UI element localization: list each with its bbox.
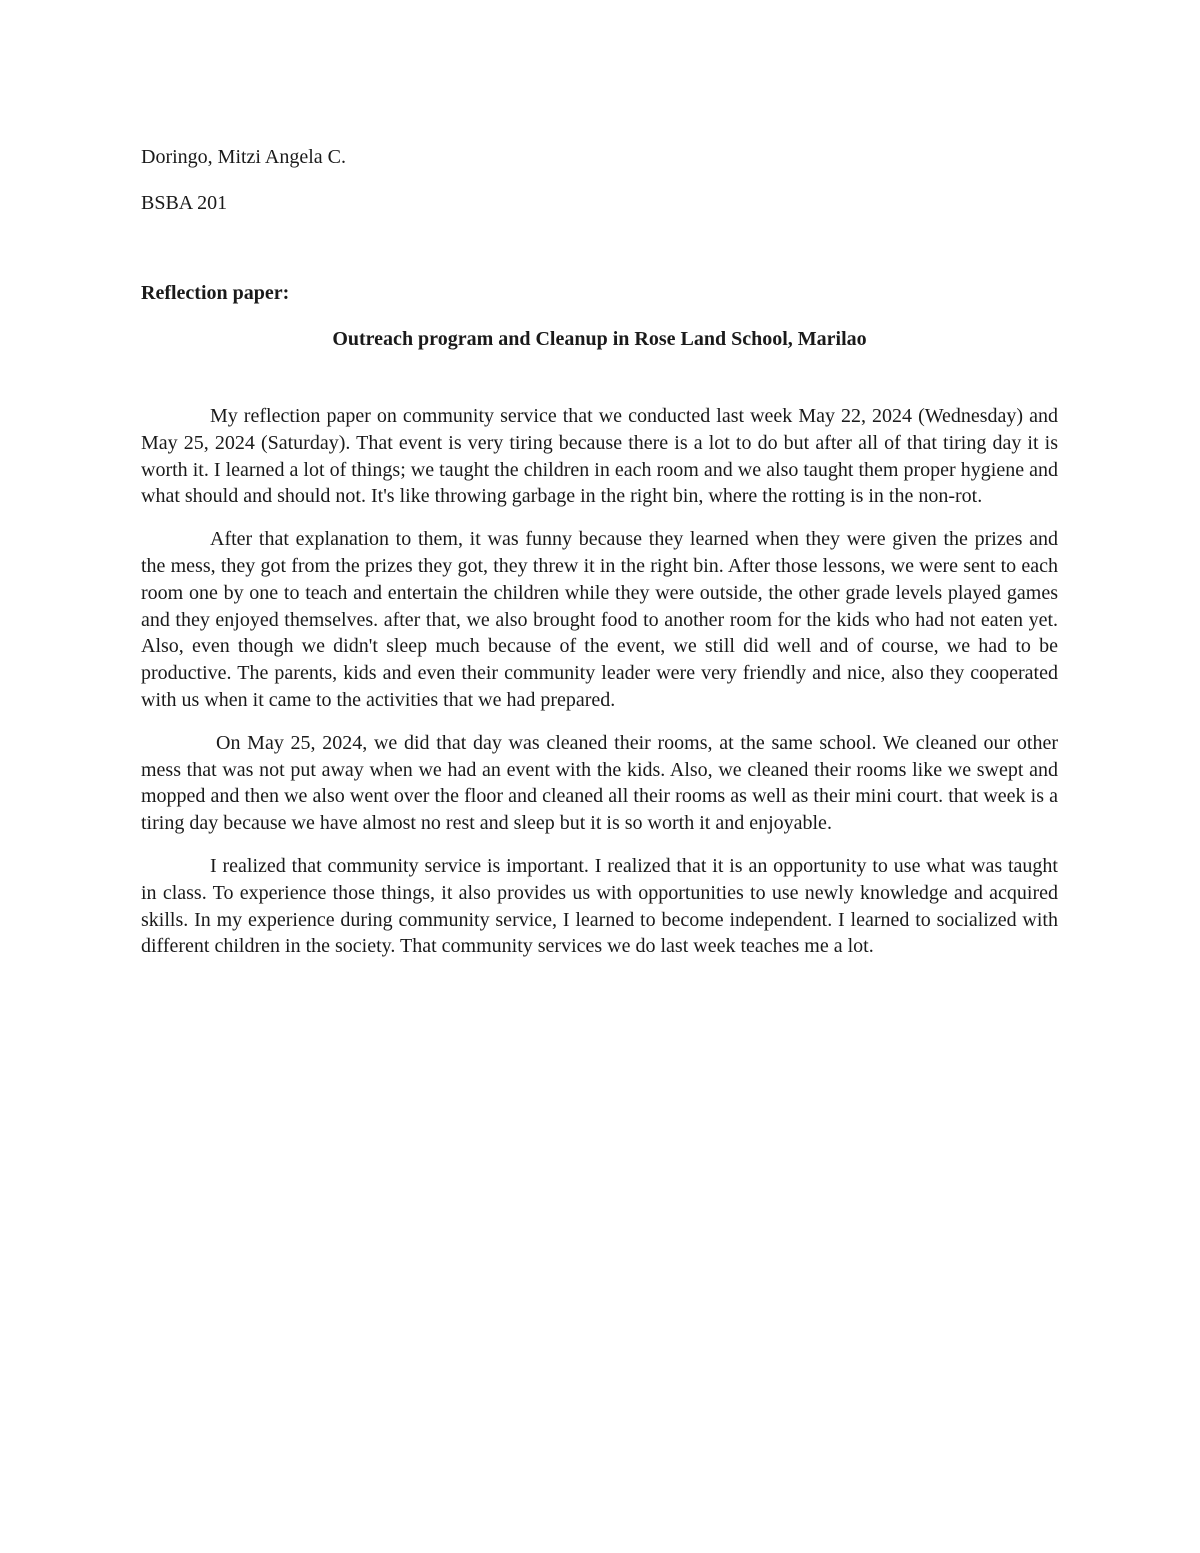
author-name: Doringo, Mitzi Angela C. [141, 146, 346, 168]
paragraph-2: After that explanation to them, it was funny because they learned when they were given the prizes and the mess, they got from the prizes they got, they threw it in the right bin. After those lessons, we were sent to each room one by one to teach and entertain the children while they were outside, the other grade levels played games and they enjoyed themselves. after that, we also brought food to another room for the kids who had not eaten yet. Also, even though we didn't sleep much because of the event, we still did well and of course, we had to be productive. The parents, kids and even their community leader were very friendly and nice, also they cooperated with us when it came to the activities that we had prepared. [141, 528, 1058, 711]
body-text [141, 403, 1058, 960]
paragraph-4: I realized that community service is important. I realized that it is an opportunity to use what was taught in class. To experience those things, it also provides us with opportunities to use newly knowledge and acquired skills. In my experience during community service, I learned to become independent. I learned to socialized with different children in the society. That community services we do last week teaches me a lot. [141, 854, 1058, 958]
document-content [141, 143, 1058, 976]
paragraph-1: My reflection paper on community service that we conducted last week May 22, 2024 (Wednesday) and May 25, 2024 (Saturday). That event is very tiring because there is a lot to do but after all of that tiring day it is worth it. I learned a lot of things; we taught the children in each room and we also taught them proper hygiene and what should and should not. It's like throwing garbage in the right bin, where the rotting is in the non-rot. [141, 405, 1058, 508]
paper-label: Reflection paper: [141, 282, 290, 304]
course-code: BSBA 201 [141, 192, 228, 214]
paper-title: Outreach program and Cleanup in Rose Land School, Marilao [332, 328, 867, 350]
paragraph-3: On May 25, 2024, we did that day was cleaned their rooms, at the same school. We cleaned our other mess that was not put away when we had an event with the kids. Also, we cleaned their rooms like we swept and mopped and then we also went over the floor and cleaned all their rooms as well as their mini court. that week is a tiring day because we have almost no rest and sleep but it is so worth it and enjoyable. [141, 731, 1058, 835]
